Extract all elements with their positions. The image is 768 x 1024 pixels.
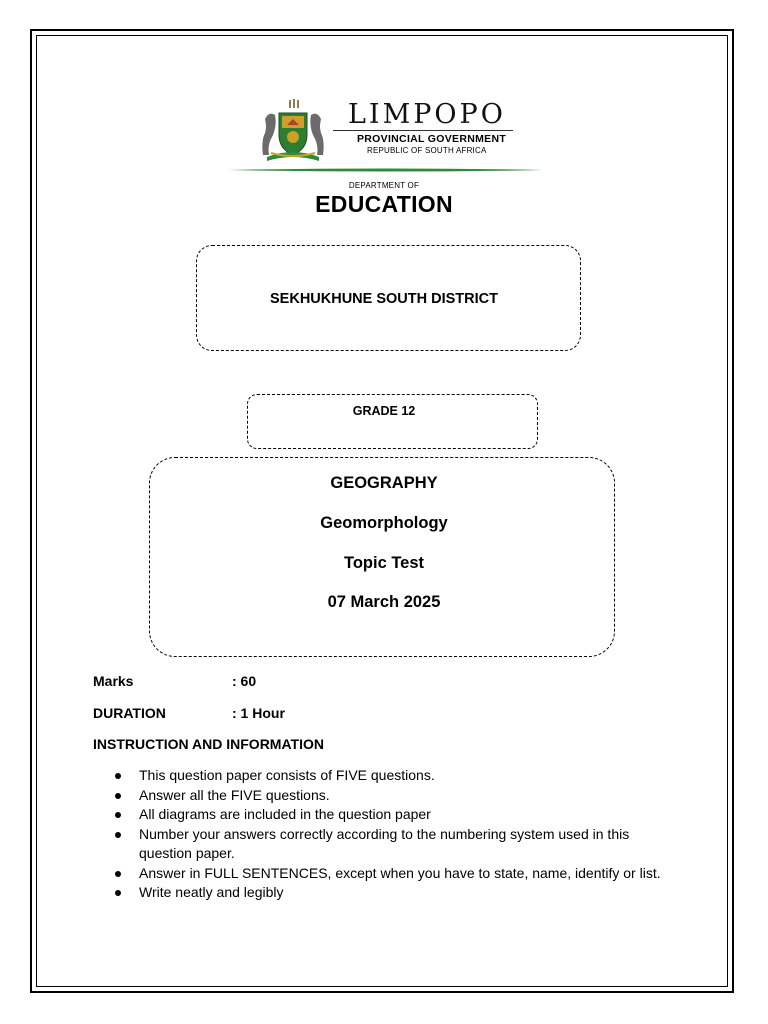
marks-value: : 60 bbox=[232, 673, 257, 689]
assessment-date: 07 March 2025 bbox=[327, 593, 441, 611]
list-item bbox=[115, 766, 685, 786]
bullet-icon bbox=[115, 871, 121, 877]
grade-box bbox=[247, 394, 538, 449]
logo-country: REPUBLIC OF SOUTH AFRICA bbox=[367, 146, 487, 155]
bullet-icon bbox=[115, 793, 121, 799]
instruction-text: All diagrams are included in the question paper bbox=[139, 806, 431, 822]
logo-title: LIMPOPO bbox=[348, 99, 506, 130]
bullet-icon bbox=[115, 773, 121, 779]
instruction-text: Answer in FULL SENTENCES, except when you have to state, name, identify or list. bbox=[139, 864, 661, 881]
subject-topic: Geomorphology bbox=[320, 514, 448, 532]
instruction-text: Write neatly and legibly bbox=[139, 884, 284, 900]
duration-label: DURATION bbox=[93, 705, 166, 721]
marks-label: Marks bbox=[93, 673, 134, 689]
list-item bbox=[115, 786, 685, 806]
list-item bbox=[115, 805, 685, 825]
logo-divider bbox=[333, 130, 513, 131]
bullet-icon bbox=[115, 812, 121, 818]
instruction-text: Number your answers correctly according to the numbering system used in this question paper. bbox=[139, 825, 630, 861]
instruction-text: Answer all the FIVE questions. bbox=[139, 786, 330, 803]
department-name: EDUCATION bbox=[315, 191, 453, 217]
instruction-text: This question paper consists of FIVE questions. bbox=[139, 767, 435, 783]
instructions-title: INSTRUCTION AND INFORMATION bbox=[93, 736, 324, 752]
list-item bbox=[115, 825, 685, 864]
bullet-icon bbox=[115, 832, 121, 838]
assessment-type: Topic Test bbox=[343, 554, 425, 572]
subject-name: GEOGRAPHY bbox=[330, 474, 438, 492]
logo-green-swoosh bbox=[228, 168, 543, 172]
list-item bbox=[115, 864, 685, 884]
instructions-list bbox=[115, 766, 685, 903]
grade-label: GRADE 12 bbox=[352, 404, 416, 418]
duration-value: : 1 Hour bbox=[232, 705, 285, 721]
logo-subtitle: PROVINCIAL GOVERNMENT bbox=[357, 133, 507, 145]
list-item bbox=[115, 883, 685, 903]
department-prefix: DEPARTMENT OF bbox=[348, 181, 420, 190]
limpopo-coat-of-arms-icon bbox=[257, 99, 329, 163]
bullet-icon bbox=[115, 890, 121, 896]
district-name: SEKHUKHUNE SOUTH DISTRICT bbox=[270, 291, 498, 307]
